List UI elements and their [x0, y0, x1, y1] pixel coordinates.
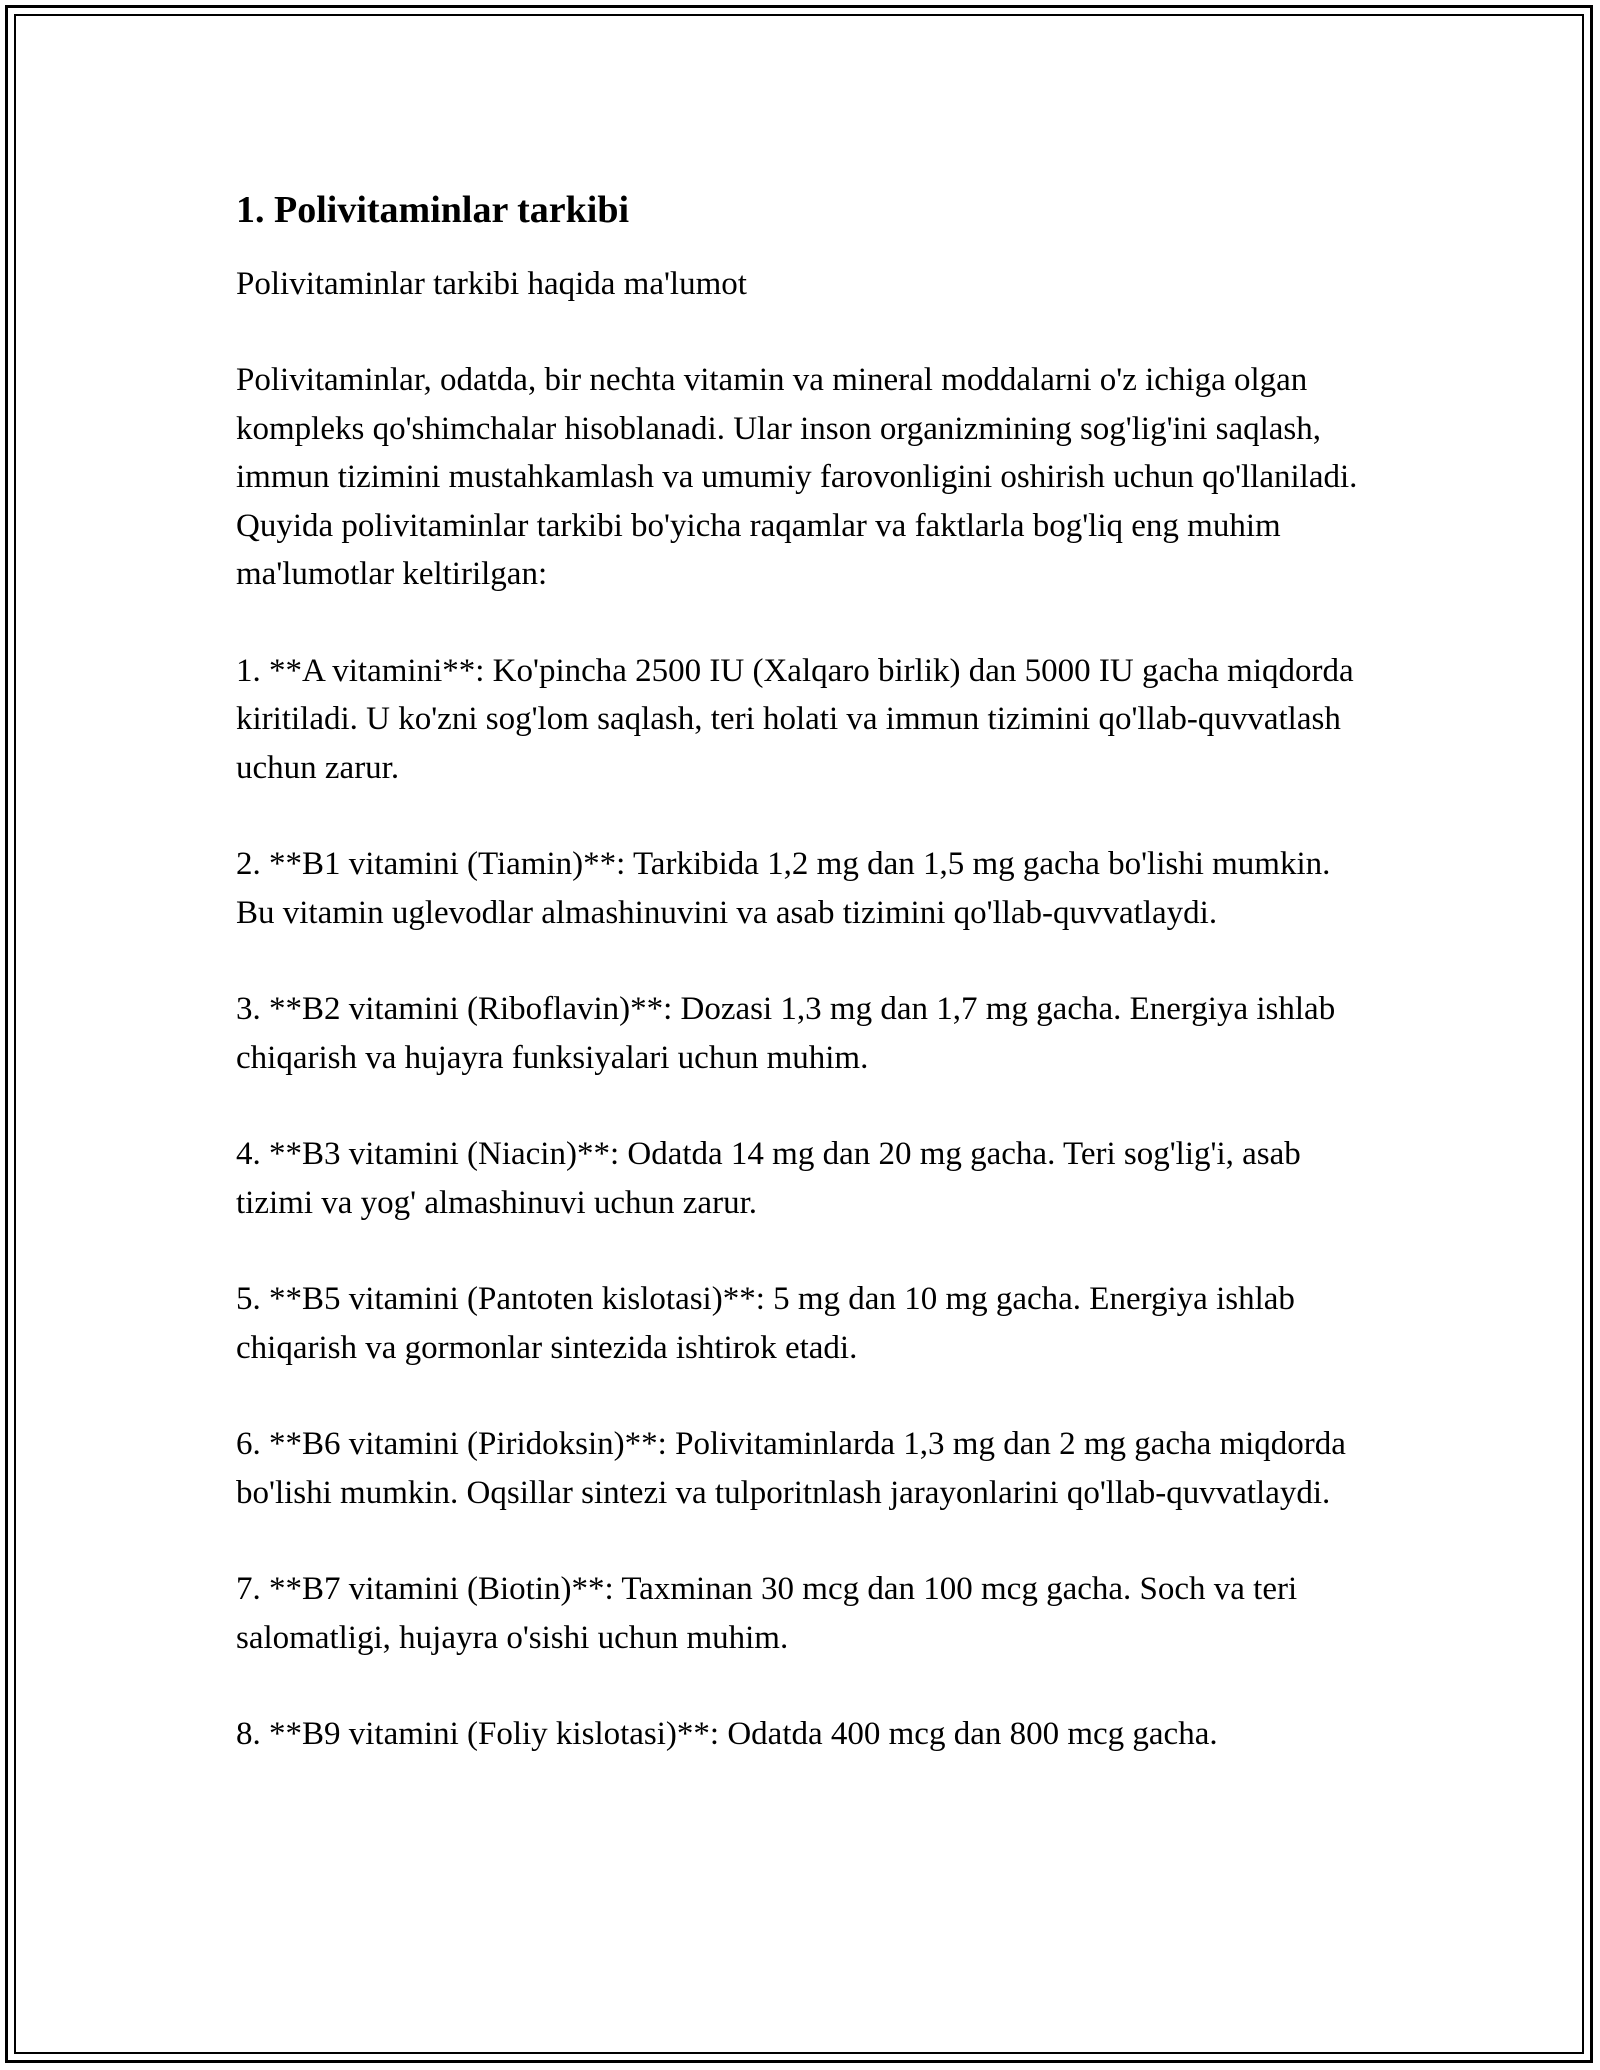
- list-item-vitamin-b6: 6. **B6 vitamini (Piridoksin)**: Polivitaminlarda 1,3 mg dan 2 mg gacha miqdorda bo'lishi mumkin. Oqsillar sintezi va tulporitnlash jarayonlarini qo'llab-quvvatlaydi.: [236, 1426, 1346, 1511]
- page-title: 1. Polivitaminlar tarkibi: [236, 189, 630, 231]
- list-item-vitamin-b9: 8. **B9 vitamini (Foliy kislotasi)**: Odatda 400 mcg dan 800 mcg gacha.: [236, 1716, 1218, 1752]
- list-item-vitamin-b7: 7. **B7 vitamini (Biotin)**: Taxminan 30 mcg dan 100 mcg gacha. Soch va teri salomatligi, hujayra o'sishi uchun muhim.: [236, 1571, 1298, 1656]
- list-item-vitamin-b3: 4. **B3 vitamini (Niacin)**: Odatda 14 mg dan 20 mg gacha. Teri sog'lig'i, asab tizimi va yog' almashinuvi uchun zarur.: [236, 1136, 1301, 1221]
- list-item-vitamin-b2: 3. **B2 vitamini (Riboflavin)**: Dozasi 1,3 mg dan 1,7 mg gacha. Energiya ishlab chiqarish va hujayra funksiyalari uchun muhim.: [236, 991, 1336, 1076]
- list-item-vitamin-b1: 2. **B1 vitamini (Tiamin)**: Tarkibida 1,2 mg dan 1,5 mg gacha bo'lishi mumkin. Bu vitamin uglevodlar almashinuvini va asab tizimini qo'llab-quvvatlaydi.: [236, 846, 1331, 931]
- document-subtitle: Polivitaminlar tarkibi haqida ma'lumot: [236, 266, 747, 302]
- list-item-vitamin-b5: 5. **B5 vitamini (Pantoten kislotasi)**: 5 mg dan 10 mg gacha. Energiya ishlab chiqarish va gormonlar sintezida ishtirok etadi.: [236, 1281, 1295, 1366]
- list-item-vitamin-a: 1. **A vitamini**: Ko'pincha 2500 IU (Xalqaro birlik) dan 5000 IU gacha miqdorda kiritiladi. U ko'zni sog'lom saqlash, teri holati va immun tizimini qo'llab-quvvatlash uchun zarur.: [236, 652, 1354, 786]
- document-body: [236, 186, 1376, 1807]
- intro-paragraph: Polivitaminlar, odatda, bir nechta vitamin va mineral moddalarni o'z ichiga olgan kompleks qo'shimchalar hisoblanadi. Ular inson organizmining sog'lig'ini saqlash, immun tizimini mustahkamlash va umumiy farovonligini oshirish uchun qo'llaniladi. Quyida polivitaminlar tarkibi bo'yicha raqamlar va faktlarla bog'liq eng muhim ma'lumotlar keltirilgan:: [236, 362, 1358, 592]
